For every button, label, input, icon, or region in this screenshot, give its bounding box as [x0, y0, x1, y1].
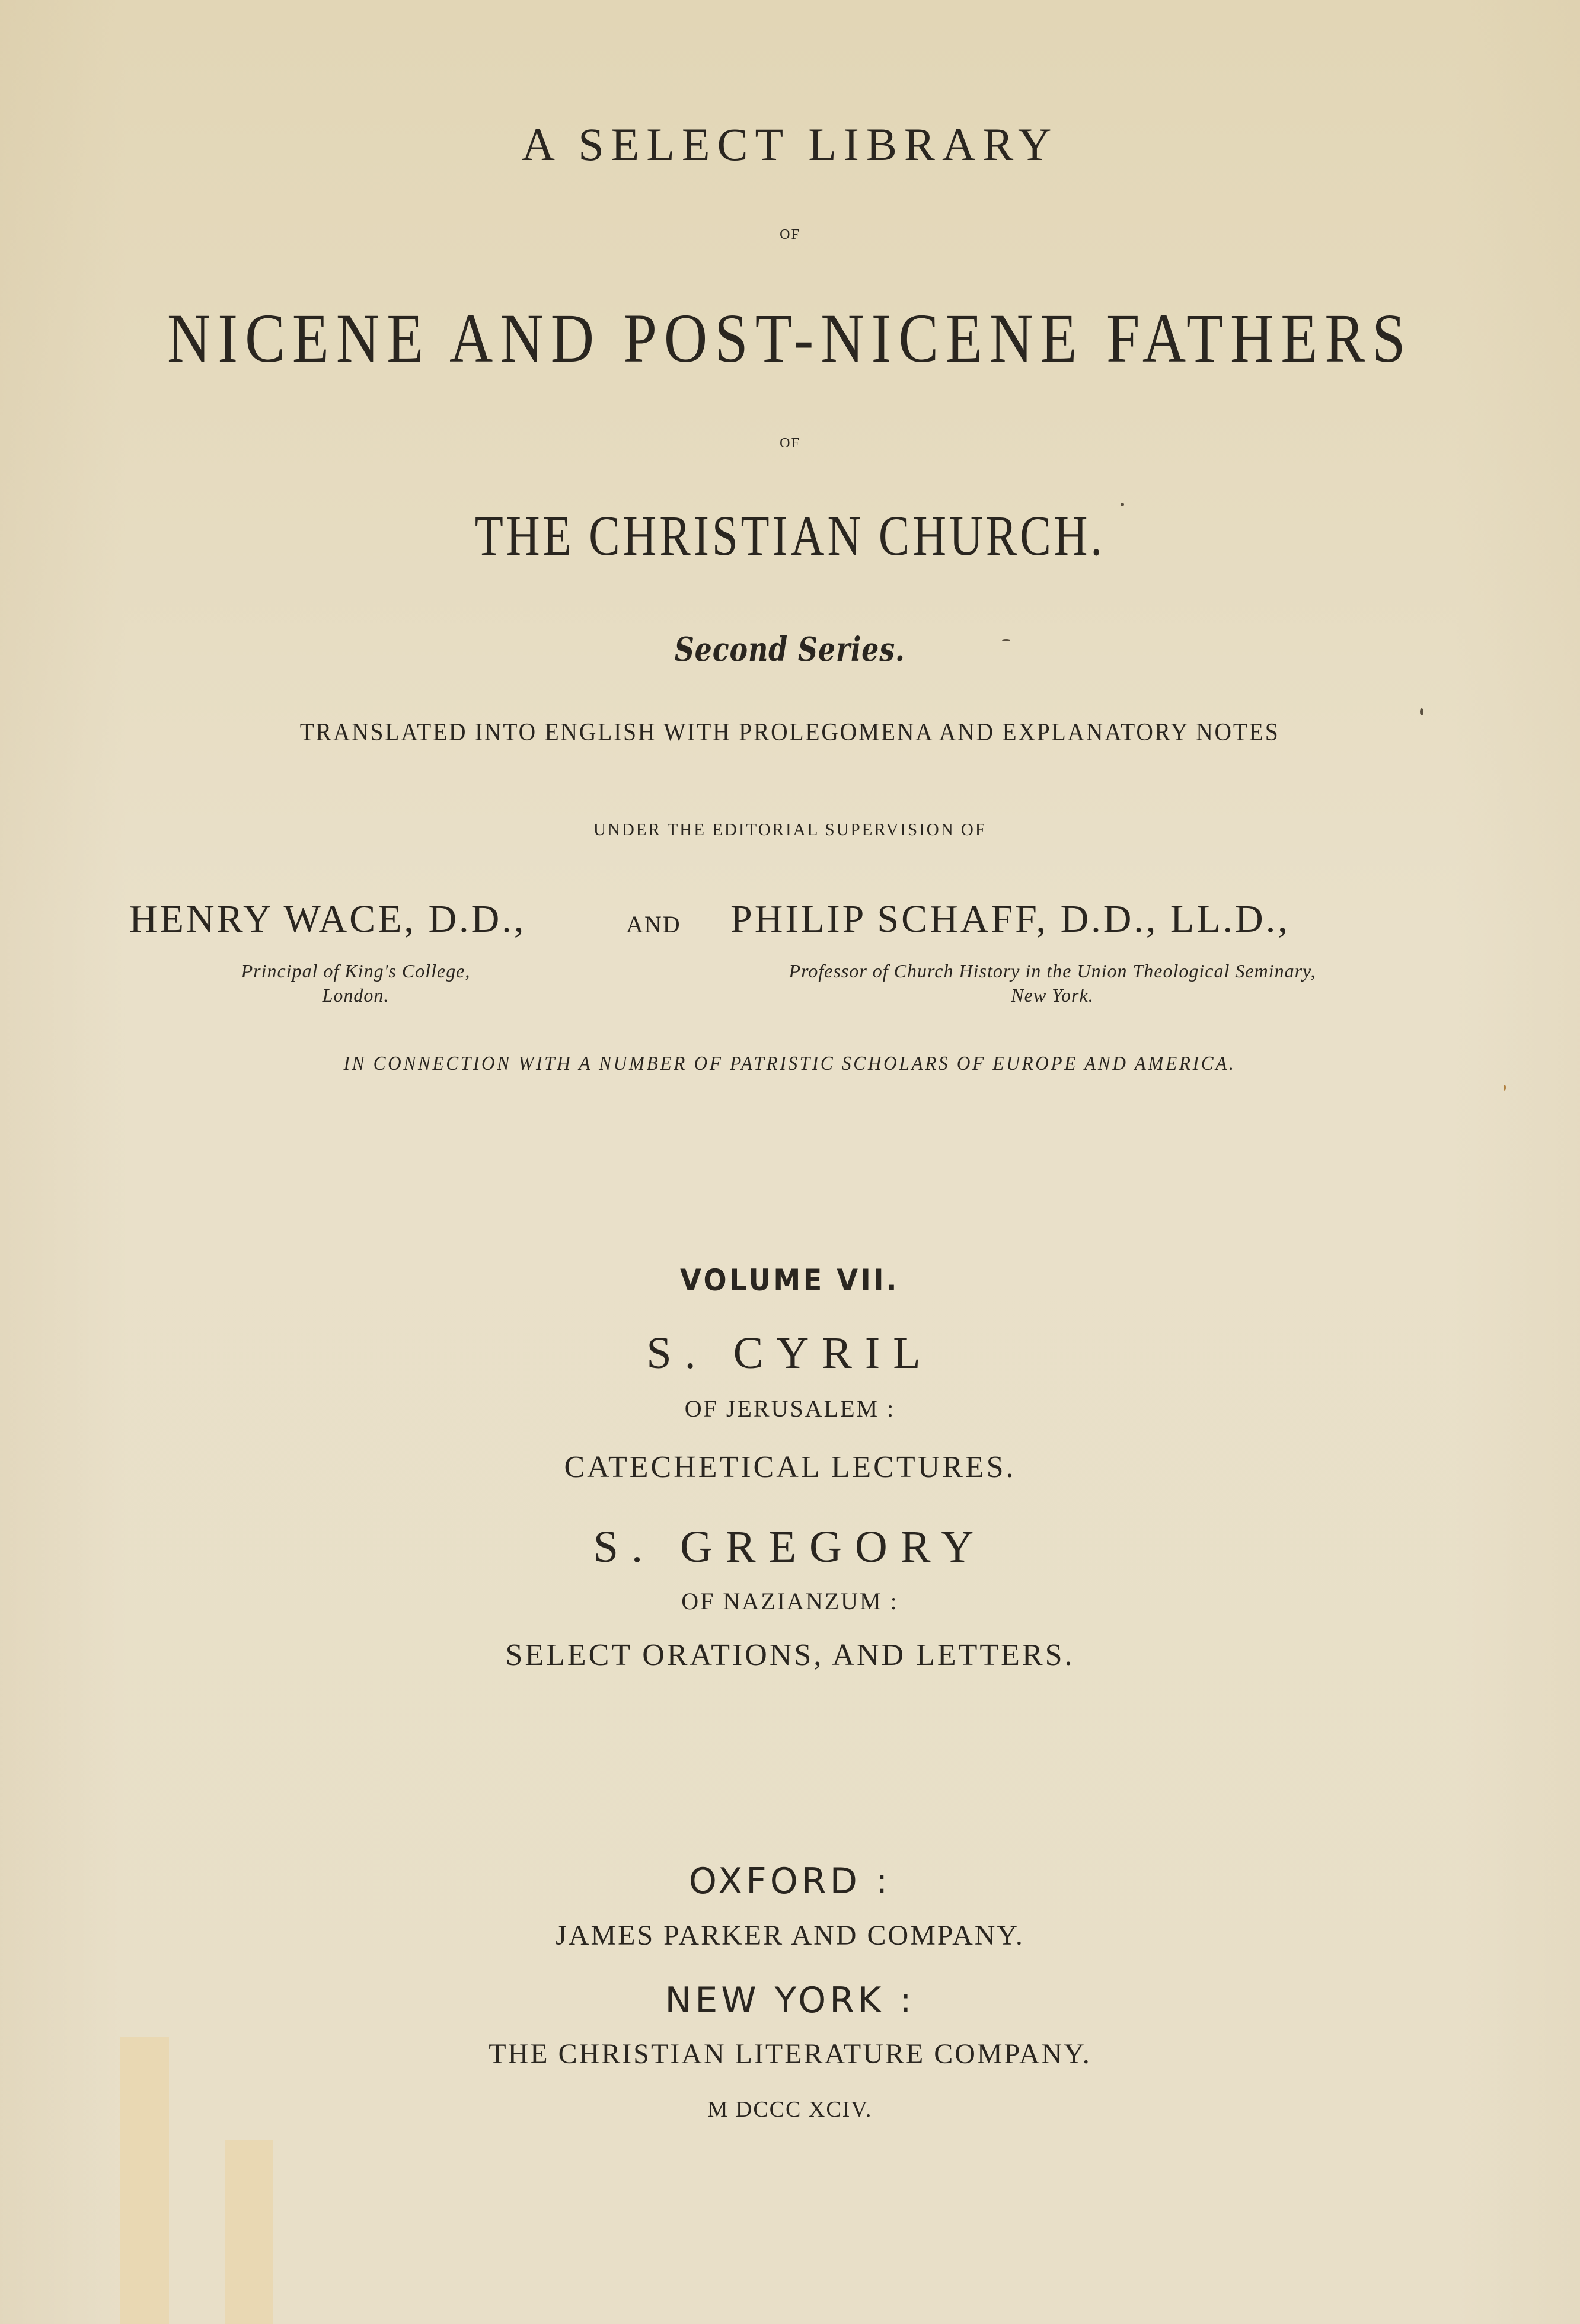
- volume-text: VOLUME VII.: [680, 1263, 900, 1297]
- imprint-publisher-christian-literature: [0, 2040, 1580, 2069]
- title-line-christian-church: [0, 504, 1580, 567]
- publisher-text: JAMES PARKER AND COMPANY.: [556, 1920, 1024, 1951]
- connection-text: IN CONNECTION WITH A NUMBER OF PATRISTIC SCHOLARS OF EUROPE AND AMERICA.: [343, 1053, 1237, 1075]
- origin-text: OF JERUSALEM :: [684, 1395, 896, 1422]
- imprint-city-oxford: [0, 1861, 1580, 1902]
- translated-statement: [0, 720, 1580, 745]
- church-title-text: THE CHRISTIAN CHURCH.: [474, 504, 1106, 567]
- editors-block: [0, 897, 1580, 1018]
- supervision-text: UNDER THE EDITORIAL SUPERVISION OF: [593, 820, 987, 839]
- affiliation-line: Professor of Church History in the Union Theological Seminary,: [789, 960, 1316, 982]
- author-origin-jerusalem: [0, 1397, 1580, 1421]
- paper-speck: [1002, 639, 1010, 641]
- title-of-2: [0, 436, 1580, 450]
- of-text: OF: [780, 436, 800, 451]
- affiliation-line: New York.: [1011, 984, 1094, 1006]
- editor-affiliation-wace: [213, 959, 498, 1008]
- affiliation-line: London.: [322, 984, 390, 1006]
- translated-text: TRANSLATED INTO ENGLISH WITH PROLEGOMENA AND EXPLANATORY NOTES: [300, 719, 1280, 746]
- publisher-text: THE CHRISTIAN LITERATURE COMPANY.: [489, 2038, 1091, 2070]
- title-text: A SELECT LIBRARY: [521, 119, 1059, 170]
- volume-label: [0, 1265, 1580, 1295]
- imprint-year: [0, 2098, 1580, 2121]
- work-title-catechetical: [0, 1452, 1580, 1483]
- author-text: S. GREGORY: [593, 1522, 987, 1572]
- author-origin-nazianzum: [0, 1590, 1580, 1613]
- title-of-1: [0, 228, 1580, 242]
- origin-text: OF NAZIANZUM :: [681, 1588, 899, 1615]
- editors-conjunction: AND: [626, 911, 681, 938]
- author-name-gregory: [0, 1522, 1580, 1572]
- of-text: OF: [780, 227, 800, 242]
- series-label: [0, 630, 1580, 669]
- work-text: SELECT ORATIONS, AND LETTERS.: [505, 1638, 1075, 1672]
- connection-statement: [0, 1054, 1580, 1074]
- affiliation-line: Principal of King's College,: [241, 960, 471, 982]
- editor-affiliation-schaff: [711, 959, 1393, 1008]
- year-text: M DCCC XCIV.: [707, 2097, 873, 2122]
- imprint-publisher-parker: [0, 1922, 1580, 1950]
- editor-name-wace: HENRY WACE, D.D.,: [129, 897, 526, 941]
- series-text: Second Series.: [674, 630, 905, 669]
- title-line-nicene-fathers: [0, 299, 1580, 377]
- editorial-supervision-label: [0, 821, 1580, 839]
- editor-name-schaff: PHILIP SCHAFF, D.D., LL.D.,: [730, 897, 1290, 941]
- main-title-text: NICENE AND POST-NICENE FATHERS: [167, 299, 1413, 377]
- author-name-cyril: [0, 1328, 1580, 1378]
- paper-discoloration-left: [120, 2037, 169, 2324]
- imprint-city-new-york: [0, 1980, 1580, 2021]
- paper-speck: [1420, 708, 1423, 715]
- city-text: OXFORD :: [688, 1861, 892, 1902]
- city-text: NEW YORK :: [665, 1980, 915, 2021]
- paper-speck: [1121, 503, 1124, 506]
- author-text: S. CYRIL: [646, 1328, 934, 1378]
- title-line-select-library: [0, 119, 1580, 170]
- paper-discoloration-right: [225, 2140, 273, 2324]
- work-text: CATECHETICAL LECTURES.: [564, 1450, 1016, 1484]
- work-title-orations: [0, 1640, 1580, 1671]
- paper-speck: [1504, 1085, 1506, 1091]
